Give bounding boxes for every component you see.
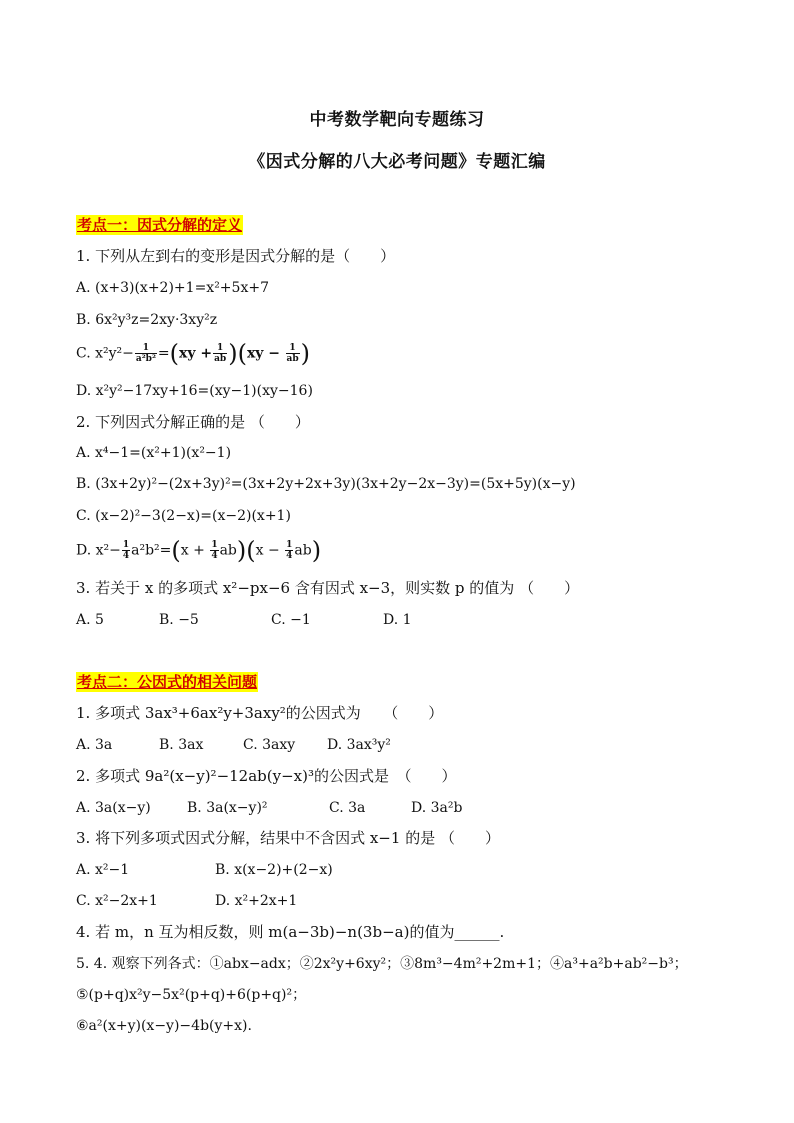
frac-denominator: a²b² — [135, 354, 156, 364]
s2-q2-option-b: B. 3a(x−y)² — [187, 800, 268, 816]
s2-q5-line-2: ⑤(p+q)x²y−5x²(p+q)+6(p+q)²； — [76, 987, 307, 1003]
title-line-1: 中考数学靶向专题练习 — [309, 110, 485, 130]
s2-q1-option-a: A. 3a — [76, 737, 113, 753]
s1-q1-c-fraction — [135, 343, 157, 364]
section-2-heading: 考点二：公因式的相关问题 — [77, 673, 258, 691]
s1-q3-stem: 3. 若关于 x 的多项式 x²−px−6 含有因式 x−3，则实数 p 的值为 （ ） — [76, 579, 580, 597]
s1-q1-c-factor2: xy − — [246, 345, 281, 362]
s1-q3-option-c: C. −1 — [271, 612, 311, 628]
frac-numerator: 1 — [135, 343, 157, 354]
s1-q3-option-b: B. −5 — [159, 612, 199, 628]
s1-q1-option-a: A. (x+3)(x+2)+1=x²+5x+7 — [76, 280, 269, 296]
s1-q1-stem: 1. 下列从左到右的变形是因式分解的是（ ） — [76, 247, 396, 265]
s2-q4-stem: 4. 若 m，n 互为相反数，则 m(a−3b)−n(3b−a)的值为______. — [76, 923, 505, 941]
s1-q3-option-a: A. 5 — [76, 612, 104, 628]
s2-q1-option-b: B. 3ax — [159, 737, 204, 753]
s2-q3-option-b: B. x(x−2)+(2−x) — [215, 862, 333, 878]
s1-q3-option-d: D. 1 — [383, 612, 412, 628]
section-1-heading: 考点一：因式分解的定义 — [77, 216, 243, 234]
s1-q2-d-fraction: $\frac{1}{4}$ — [122, 540, 130, 561]
s1-q1-c-fraction-3: $\frac{1}{ab}$ — [286, 343, 299, 364]
s1-q2-option-b: B. (3x+2y)²−(2x+3y)²=(3x+2y+2x+3y)(3x+2y−2x−3y)=(5x+5y)(x−y) — [76, 476, 576, 492]
s1-q1-c-equals: = — [157, 345, 170, 362]
title-line-2: 《因式分解的八大必考问题》专题汇编 — [248, 152, 546, 172]
s1-q1-c-factor1: xy + — [179, 345, 213, 362]
s2-q5-line-3: ⑥a²(x+y)(x−y)−4b(y+x). — [76, 1018, 252, 1034]
s1-q2-option-c: C. (x−2)²−3(2−x)=(x−2)(x+1) — [76, 508, 291, 524]
s2-q3-option-a: A. x²−1 — [76, 862, 130, 878]
s1-q1-option-c: C. x²y²− $\frac{1}{\text{a²b²}}$ =(xy + $\frac{1}{ab}$ )(xy − $\frac{1}{ab}$ ) — [76, 339, 310, 368]
s1-q1-c-prefix: C. x²y²− — [76, 345, 134, 362]
s2-q3-stem: 3. 将下列多项式因式分解，结果中不含因式 x−1 的是 （ ） — [76, 829, 500, 847]
s2-q2-option-a: A. 3a(x−y) — [76, 800, 151, 816]
s2-q5-line-1: 5. 4. 观察下列各式：①abx−adx；②2x²y+6xy²；③8m³−4m²+2m+1；④a³+a²b+ab²−b³； — [76, 956, 688, 972]
s2-q1-option-c: C. 3axy — [243, 737, 296, 753]
s1-q1-c-fraction-2: $\frac{1}{ab}$ — [214, 343, 227, 364]
s2-q2-option-d: D. 3a²b — [411, 800, 463, 816]
s1-q2-option-d: D. x²− $\frac{1}{4}$ a²b²=(x + $\frac{1}{4}$ ab)(x − $\frac{1}{4}$ ab) — [76, 536, 322, 565]
s2-q3-option-c: C. x²−2x+1 — [76, 893, 158, 909]
s2-q1-option-d: D. 3ax³y² — [327, 737, 391, 753]
s1-q1-option-b: B. 6x²y³z=2xy·3xy²z — [76, 312, 218, 328]
s2-q2-option-c: C. 3a — [329, 800, 366, 816]
s1-q2-option-a: A. x⁴−1=(x²+1)(x²−1) — [76, 445, 232, 461]
s2-q1-stem: 1. 多项式 3ax³+6ax²y+3axy²的公因式为 （ ） — [76, 704, 444, 722]
s1-q1-option-d: D. x²y²−17xy+16=(xy−1)(xy−16) — [76, 383, 313, 399]
s2-q2-stem: 2. 多项式 9a²(x−y)²−12ab(y−x)³的公因式是 （ ） — [76, 767, 457, 785]
s1-q2-stem: 2. 下列因式分解正确的是 （ ） — [76, 413, 310, 431]
s2-q3-option-d: D. x²+2x+1 — [215, 893, 298, 909]
